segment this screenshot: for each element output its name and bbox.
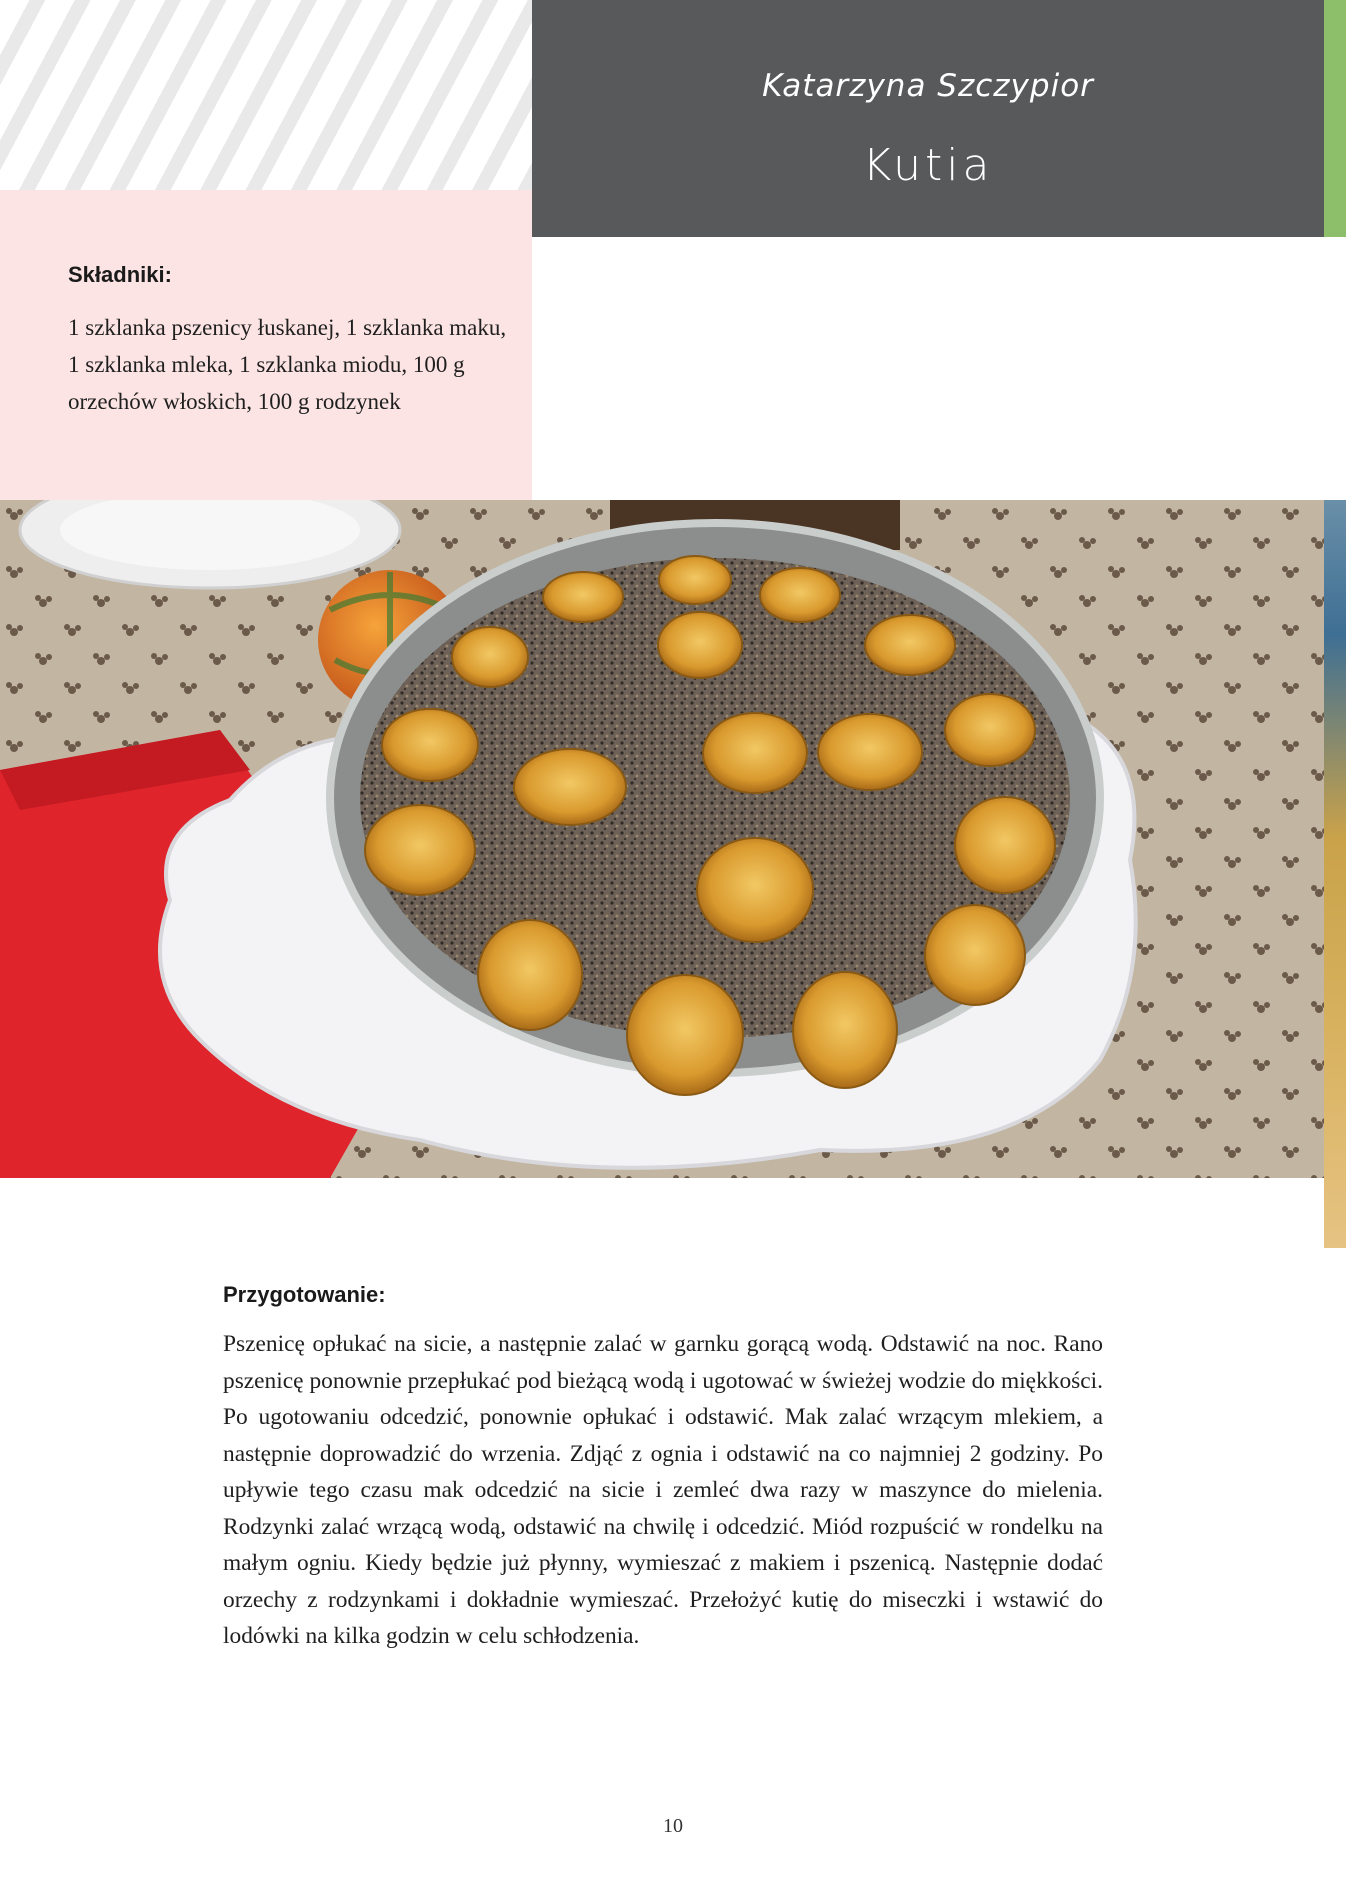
- decorative-stripes: [0, 0, 532, 190]
- recipe-author: Katarzyna Szczypior: [762, 68, 1094, 104]
- title-banner: [532, 0, 1324, 237]
- kutia-photo: [0, 500, 1324, 1178]
- preparation-heading: Przygotowanie:: [223, 1282, 386, 1307]
- recipe-title: Kutia: [862, 140, 994, 191]
- ingredients-heading: Składniki:: [68, 262, 172, 287]
- accent-edge: [1324, 0, 1346, 237]
- preparation-text: Pszenicę opłukać na sicie, a następnie zalać w garnku gorącą wodą. Odstawić na noc. Rano pszenicę ponownie przepłukać pod bieżącą wodą i ugotować w świeżej wodzie do miękkości. Po ugotowaniu odcedzić, ponownie opłukać i odstawić. Mak zalać wrzącym mlekiem, a następnie doprowadzić do wrzenia. Zdjąć z ognia i odstawić na co najmniej 2 godziny. Po upływie tego czasu mak odcedzić na sicie i zemleć dwa razy w maszynce do mielenia. Rodzynki zalać wrzącą wodą, odstawić na chwilę i odcedzić. Miód rozpuścić w rondelku na małym ogniu. Kiedy będzie już płynny, wymieszać z makiem i pszenicą. Następnie dodać orzechy z rodzynkami i dokładnie wymieszać. Przełożyć kutię do miseczki i wstawić do lodówki na kilka godzin w celu schłodzenia.: [223, 1331, 1103, 1649]
- side-photo-strip: [1324, 500, 1346, 1248]
- ingredients-text: 1 szklanka pszenicy łuskanej, 1 szklanka maku, 1 szklanka mleka, 1 szklanka miodu, 100 g orzechów włoskich, 100 g rodzynek: [68, 315, 507, 414]
- page-number: 10: [663, 1815, 683, 1837]
